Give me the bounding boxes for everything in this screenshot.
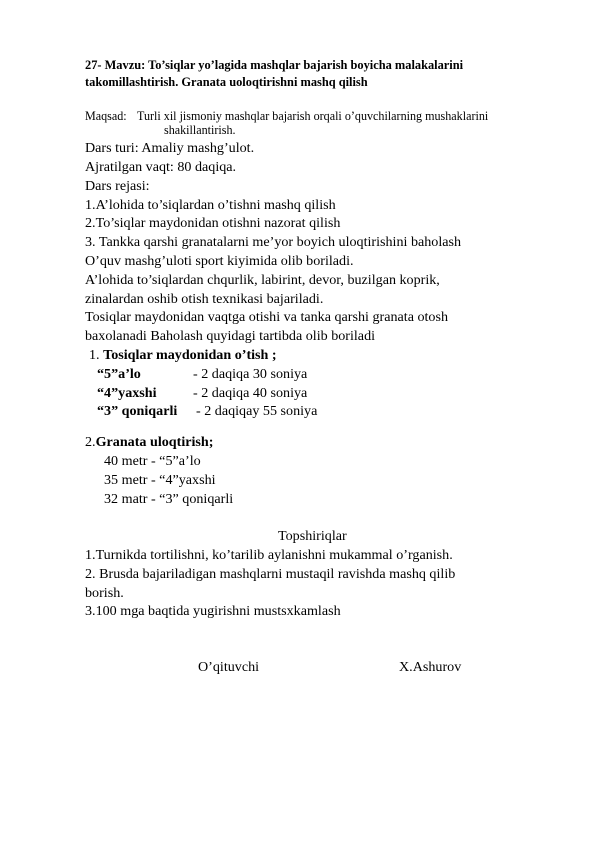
section-2-number: 2. — [85, 434, 96, 450]
allotted-time: Ajratilgan vaqt: 80 daqiqa. — [85, 159, 237, 175]
goal-label: Maqsad: — [85, 109, 127, 123]
plan-heading: Dars rejasi: — [85, 178, 150, 194]
tasks-heading: Topshiriqlar — [278, 528, 347, 544]
throw-norm-item: 35 metr - “4”yaxshi — [104, 472, 216, 488]
paragraph-line: baxolanadi Baholash quyidagi tartibda olib boriladi — [85, 328, 376, 344]
task-line: 3.100 mga baqtida yugirishni mustsxkamlash — [85, 603, 341, 619]
title-line-1: 27- Mavzu: To’siqlar yo’lagida mashqlar bajarish boyicha malakalarini — [85, 58, 464, 72]
section-1-title: Tosiqlar maydonidan o’tish ; — [103, 347, 277, 363]
task-line: borish. — [85, 585, 124, 601]
paragraph-line: A’lohida to’siqlardan chqurlik, labirint, devor, buzilgan koprik, — [85, 272, 440, 288]
goal-line-2: shakillantirish. — [164, 123, 236, 137]
grade-label: “5”a’lo — [97, 366, 141, 382]
section-2-heading — [85, 435, 213, 449]
task-line: 2. Brusda bajariladigan mashqlarni mustaqil ravishda mashq qilib — [85, 566, 456, 582]
lesson-type: Dars turi: Amaliy mashg’ulot. — [85, 140, 255, 156]
grade-value: - 2 daqiqa 30 soniya — [193, 366, 308, 382]
grade-label: “3” qoniqarli — [97, 403, 178, 419]
section-2-title: Granata uloqtirish; — [95, 434, 214, 450]
plan-item: 2.To’siqlar maydonidan otishni nazorat qilish — [85, 215, 341, 231]
grade-label: “4”yaxshi — [97, 385, 157, 401]
plan-item: 3. Tankka qarshi granatalarni me’yor boyich uloqtirishini baholash — [85, 234, 462, 250]
goal-line-1: Turli xil jismoniy mashqlar bajarish orqali o’quvchilarning mushaklarini — [137, 109, 489, 123]
section-1-number: 1. — [89, 347, 100, 363]
paragraph-line: O’quv mashg’uloti sport kiyimida olib boriladi. — [85, 253, 354, 269]
section-1-heading — [89, 348, 277, 362]
signature-role: O’qituvchi — [198, 659, 260, 675]
plan-item: 1.A’lohida to’siqlardan o’tishni mashq qilish — [85, 197, 336, 213]
grade-value: - 2 daqiqay 55 soniya — [196, 403, 318, 419]
title-line-2: takomillashtirish. Granata uoloqtirishni mashq qilish — [85, 75, 368, 89]
grade-value: - 2 daqiqa 40 soniya — [193, 385, 308, 401]
throw-norm-item: 32 matr - “3” qoniqarli — [104, 491, 234, 507]
task-line: 1.Turnikda tortilishni, ko’tarilib aylanishni mukammal o’rganish. — [85, 547, 453, 563]
paragraph-line: Tosiqlar maydonidan vaqtga otishi va tanka qarshi granata otosh — [85, 309, 449, 325]
signature-name: X.Ashurov — [399, 659, 462, 675]
paragraph-line: zinalardan oshib otish texnikasi bajariladi. — [85, 291, 324, 307]
throw-norm-item: 40 metr - “5”a’lo — [104, 453, 201, 469]
